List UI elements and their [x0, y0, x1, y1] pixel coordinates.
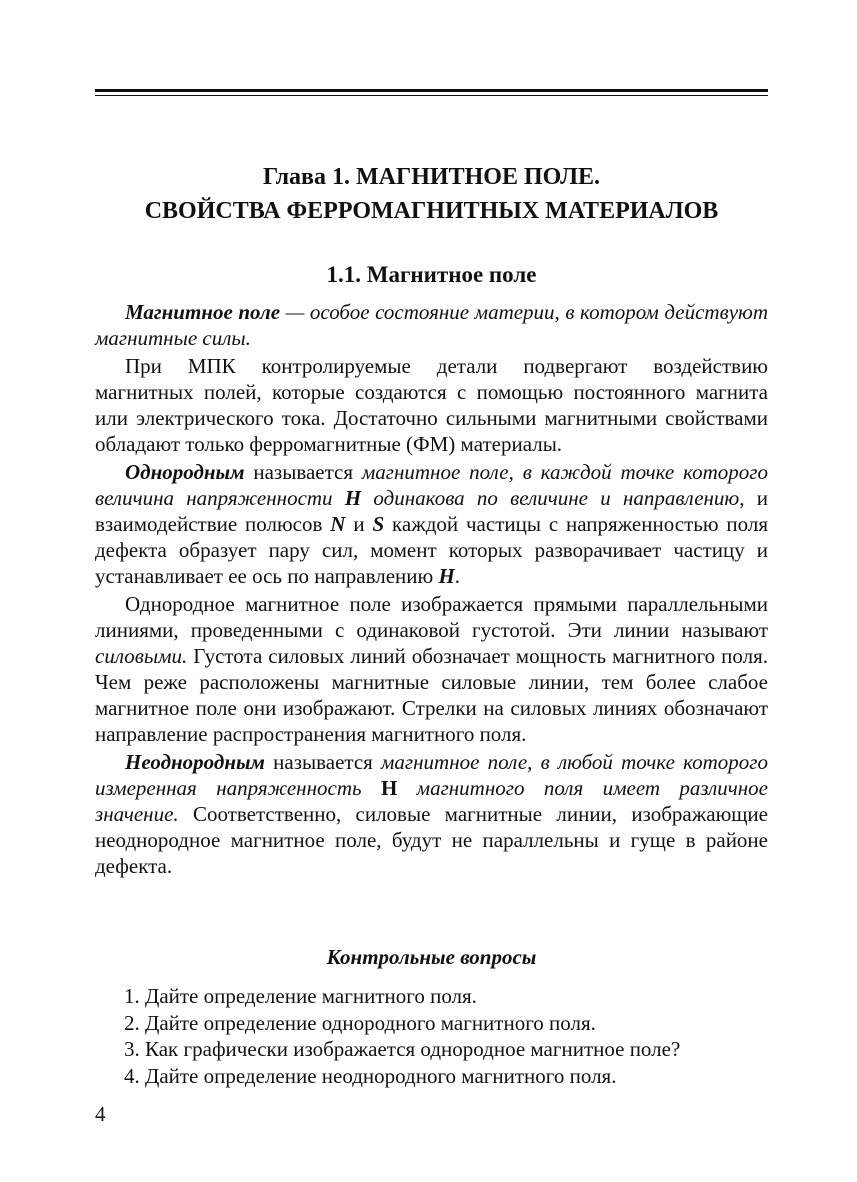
section-title: 1.1. Магнитное поле — [326, 262, 537, 287]
symbol-s: S — [372, 512, 385, 536]
symbol-n: N — [330, 512, 346, 536]
text-segment: . — [454, 564, 461, 588]
definition-segment: одинакова по величине и направлению, — [361, 486, 745, 510]
text-segment: называется — [244, 460, 362, 484]
questions-list — [124, 983, 774, 1089]
definition-text: — особое состояние материи, в котором действуют магнитные силы. — [95, 300, 768, 350]
questions-title: Контрольные вопросы — [326, 945, 537, 969]
paragraph-uniform-field — [95, 459, 768, 589]
chapter-title-line-1: Глава 1. МАГНИТНОЕ ПОЛЕ. — [263, 164, 600, 190]
chapter-title — [95, 160, 768, 228]
body-text — [95, 299, 768, 879]
paragraph-mpk: При МПК контролируемые детали подвергают воздействию магнитных полей, которые создаются с помощью постоянного магнита или электрического тока. Достаточно сильными магнитными свойствами обладают только ферромагнитные (ФМ) материалы. — [95, 354, 768, 456]
text-segment: каждой частицы с напряженностью поля дефекта образует пару сил, момент которых разворачивает частицу и устанавливает ее ось по направлению — [95, 512, 768, 588]
header-rule-thick — [95, 89, 768, 92]
term-nonuniform: Неоднородным — [125, 750, 265, 774]
text-segment: и — [345, 512, 373, 536]
term-magnetic-field: Магнитное поле — [125, 300, 281, 324]
paragraph-nonuniform-field — [95, 749, 768, 879]
term-force-lines: силовыми. — [95, 644, 188, 668]
list-item: 4. Дайте определение неоднородного магнитного поля. — [124, 1063, 617, 1088]
page-number: 4 — [95, 1102, 106, 1126]
list-item: 3. Как графически изображается однородное магнитное поле? — [124, 1037, 681, 1061]
list-item: 2. Дайте определение однородного магнитного поля. — [124, 1010, 596, 1035]
paragraph-field-lines — [95, 591, 768, 747]
list-item: 1. Дайте определение магнитного поля. — [124, 984, 477, 1008]
definition-segment: магнитного поля имеет различное значение. — [95, 776, 769, 826]
text-segment: Соответственно, силовые магнитные линии, изображающие неоднородное магнитное поле, будут не параллельны и гуще в районе дефекта. — [95, 802, 768, 878]
definition-segment: магнитное поле, в каждой точке которого величина напряженности — [95, 460, 768, 510]
symbol-h: H — [438, 564, 455, 588]
term-uniform: Однородным — [125, 460, 245, 484]
paragraph-definition-magnetic-field — [95, 299, 768, 351]
header-rule-thin — [95, 95, 768, 96]
text-segment: Густота силовых линий обозначает мощность магнитного поля. Чем реже расположены магнитные силовые линии, тем более слабое магнитное поле они изображают. Стрелки на силовых линиях обозначают направление распространения магнитного поля. — [95, 644, 768, 746]
text-segment: называется — [264, 750, 382, 774]
text-segment: и взаимодействие полюсов — [95, 486, 768, 536]
symbol-h: H — [344, 486, 362, 510]
chapter-title-line-2: СВОЙСТВА ФЕРРОМАГНИТНЫХ МАТЕРИАЛОВ — [144, 198, 719, 224]
text-segment: Однородное магнитное поле изображается прямыми параллельными линиями, проведенными с одинаковой густотой. Эти линии называют — [95, 592, 768, 642]
definition-segment: магнитное поле, в любой точке которого измеренная напряженность — [95, 750, 768, 800]
symbol-h: Н — [380, 776, 398, 800]
